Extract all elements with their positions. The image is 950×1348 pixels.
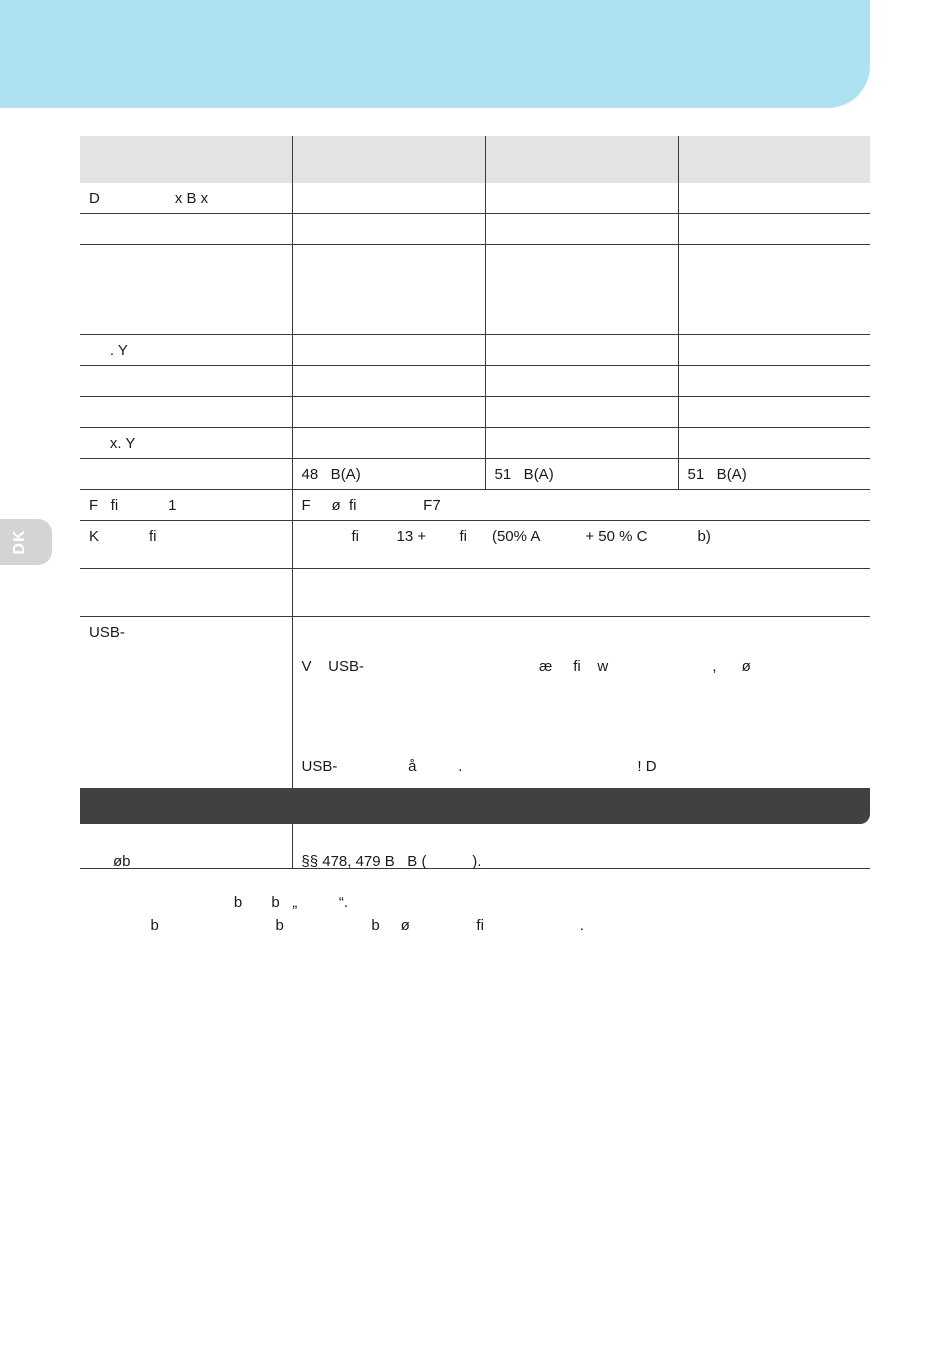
- section-heading-bar: [80, 788, 870, 824]
- usb-text-line: V USB- æ fi w , ø: [301, 658, 751, 675]
- header-cell: [80, 136, 292, 183]
- table-row: [80, 459, 870, 490]
- header-cell: [678, 136, 870, 183]
- table-cell: [678, 428, 870, 459]
- table-row: [80, 245, 870, 335]
- row-label: [80, 459, 292, 490]
- body-paragraph-line: b b „ “.: [113, 894, 349, 911]
- usb-text-line: USB- å . ! D: [301, 758, 657, 775]
- table-row-usb: [80, 617, 870, 869]
- table-cell: 51 B(A): [485, 459, 678, 490]
- table-cell: [292, 245, 485, 335]
- row-label: x. Y: [80, 428, 292, 459]
- header-cell: [485, 136, 678, 183]
- table-cell: [485, 366, 678, 397]
- table-cell: [292, 214, 485, 245]
- row-label: [80, 397, 292, 428]
- table-cell: [292, 428, 485, 459]
- table-cell: [485, 183, 678, 214]
- table-cell: [678, 214, 870, 245]
- table-cell: [485, 214, 678, 245]
- table-cell: [678, 397, 870, 428]
- table-row: [80, 569, 870, 617]
- table-row: [80, 183, 870, 214]
- table-row: [80, 490, 870, 521]
- language-tab-label: DK: [11, 529, 28, 555]
- row-label: K fi: [80, 521, 292, 569]
- table-cell-merged: F ø fi F7: [292, 490, 870, 521]
- table-cell: 48 B(A): [292, 459, 485, 490]
- table-row: [80, 214, 870, 245]
- row-label: . Y: [80, 335, 292, 366]
- table-cell-merged: fi 13 + fi (50% A + 50 % C b): [292, 521, 870, 569]
- table-cell: [292, 335, 485, 366]
- table-cell: [292, 397, 485, 428]
- row-label: [80, 245, 292, 335]
- table-cell: [678, 245, 870, 335]
- table-row: [80, 335, 870, 366]
- table-cell: [678, 335, 870, 366]
- body-paragraph-line: b b b ø fi .: [113, 917, 584, 934]
- table-row: [80, 397, 870, 428]
- header-band: [0, 0, 870, 108]
- table-cell: 51 B(A): [678, 459, 870, 490]
- table-cell: [678, 366, 870, 397]
- usb-gap: [302, 710, 862, 724]
- table-cell-merged: [292, 569, 870, 617]
- table-row: [80, 366, 870, 397]
- table-cell: [678, 183, 870, 214]
- table-row: [80, 428, 870, 459]
- body-paragraph-line: øb §§ 478, 479 B B ( ).: [113, 853, 482, 870]
- row-label: [80, 366, 292, 397]
- row-label: USB-: [80, 617, 292, 869]
- row-label: D x B x: [80, 183, 292, 214]
- table-row: [80, 521, 870, 569]
- row-label: [80, 214, 292, 245]
- table-cell: [485, 335, 678, 366]
- table-cell: [292, 366, 485, 397]
- table-cell: [485, 397, 678, 428]
- table-cell: [485, 428, 678, 459]
- specifications-table: [80, 136, 870, 869]
- table-cell: [485, 245, 678, 335]
- header-cell: [292, 136, 485, 183]
- table-header-row: [80, 136, 870, 183]
- table-cell-merged: [292, 617, 870, 869]
- table-cell: [292, 183, 485, 214]
- language-tab: [0, 519, 52, 565]
- row-label: F fi 1: [80, 490, 292, 521]
- row-label: [80, 569, 292, 617]
